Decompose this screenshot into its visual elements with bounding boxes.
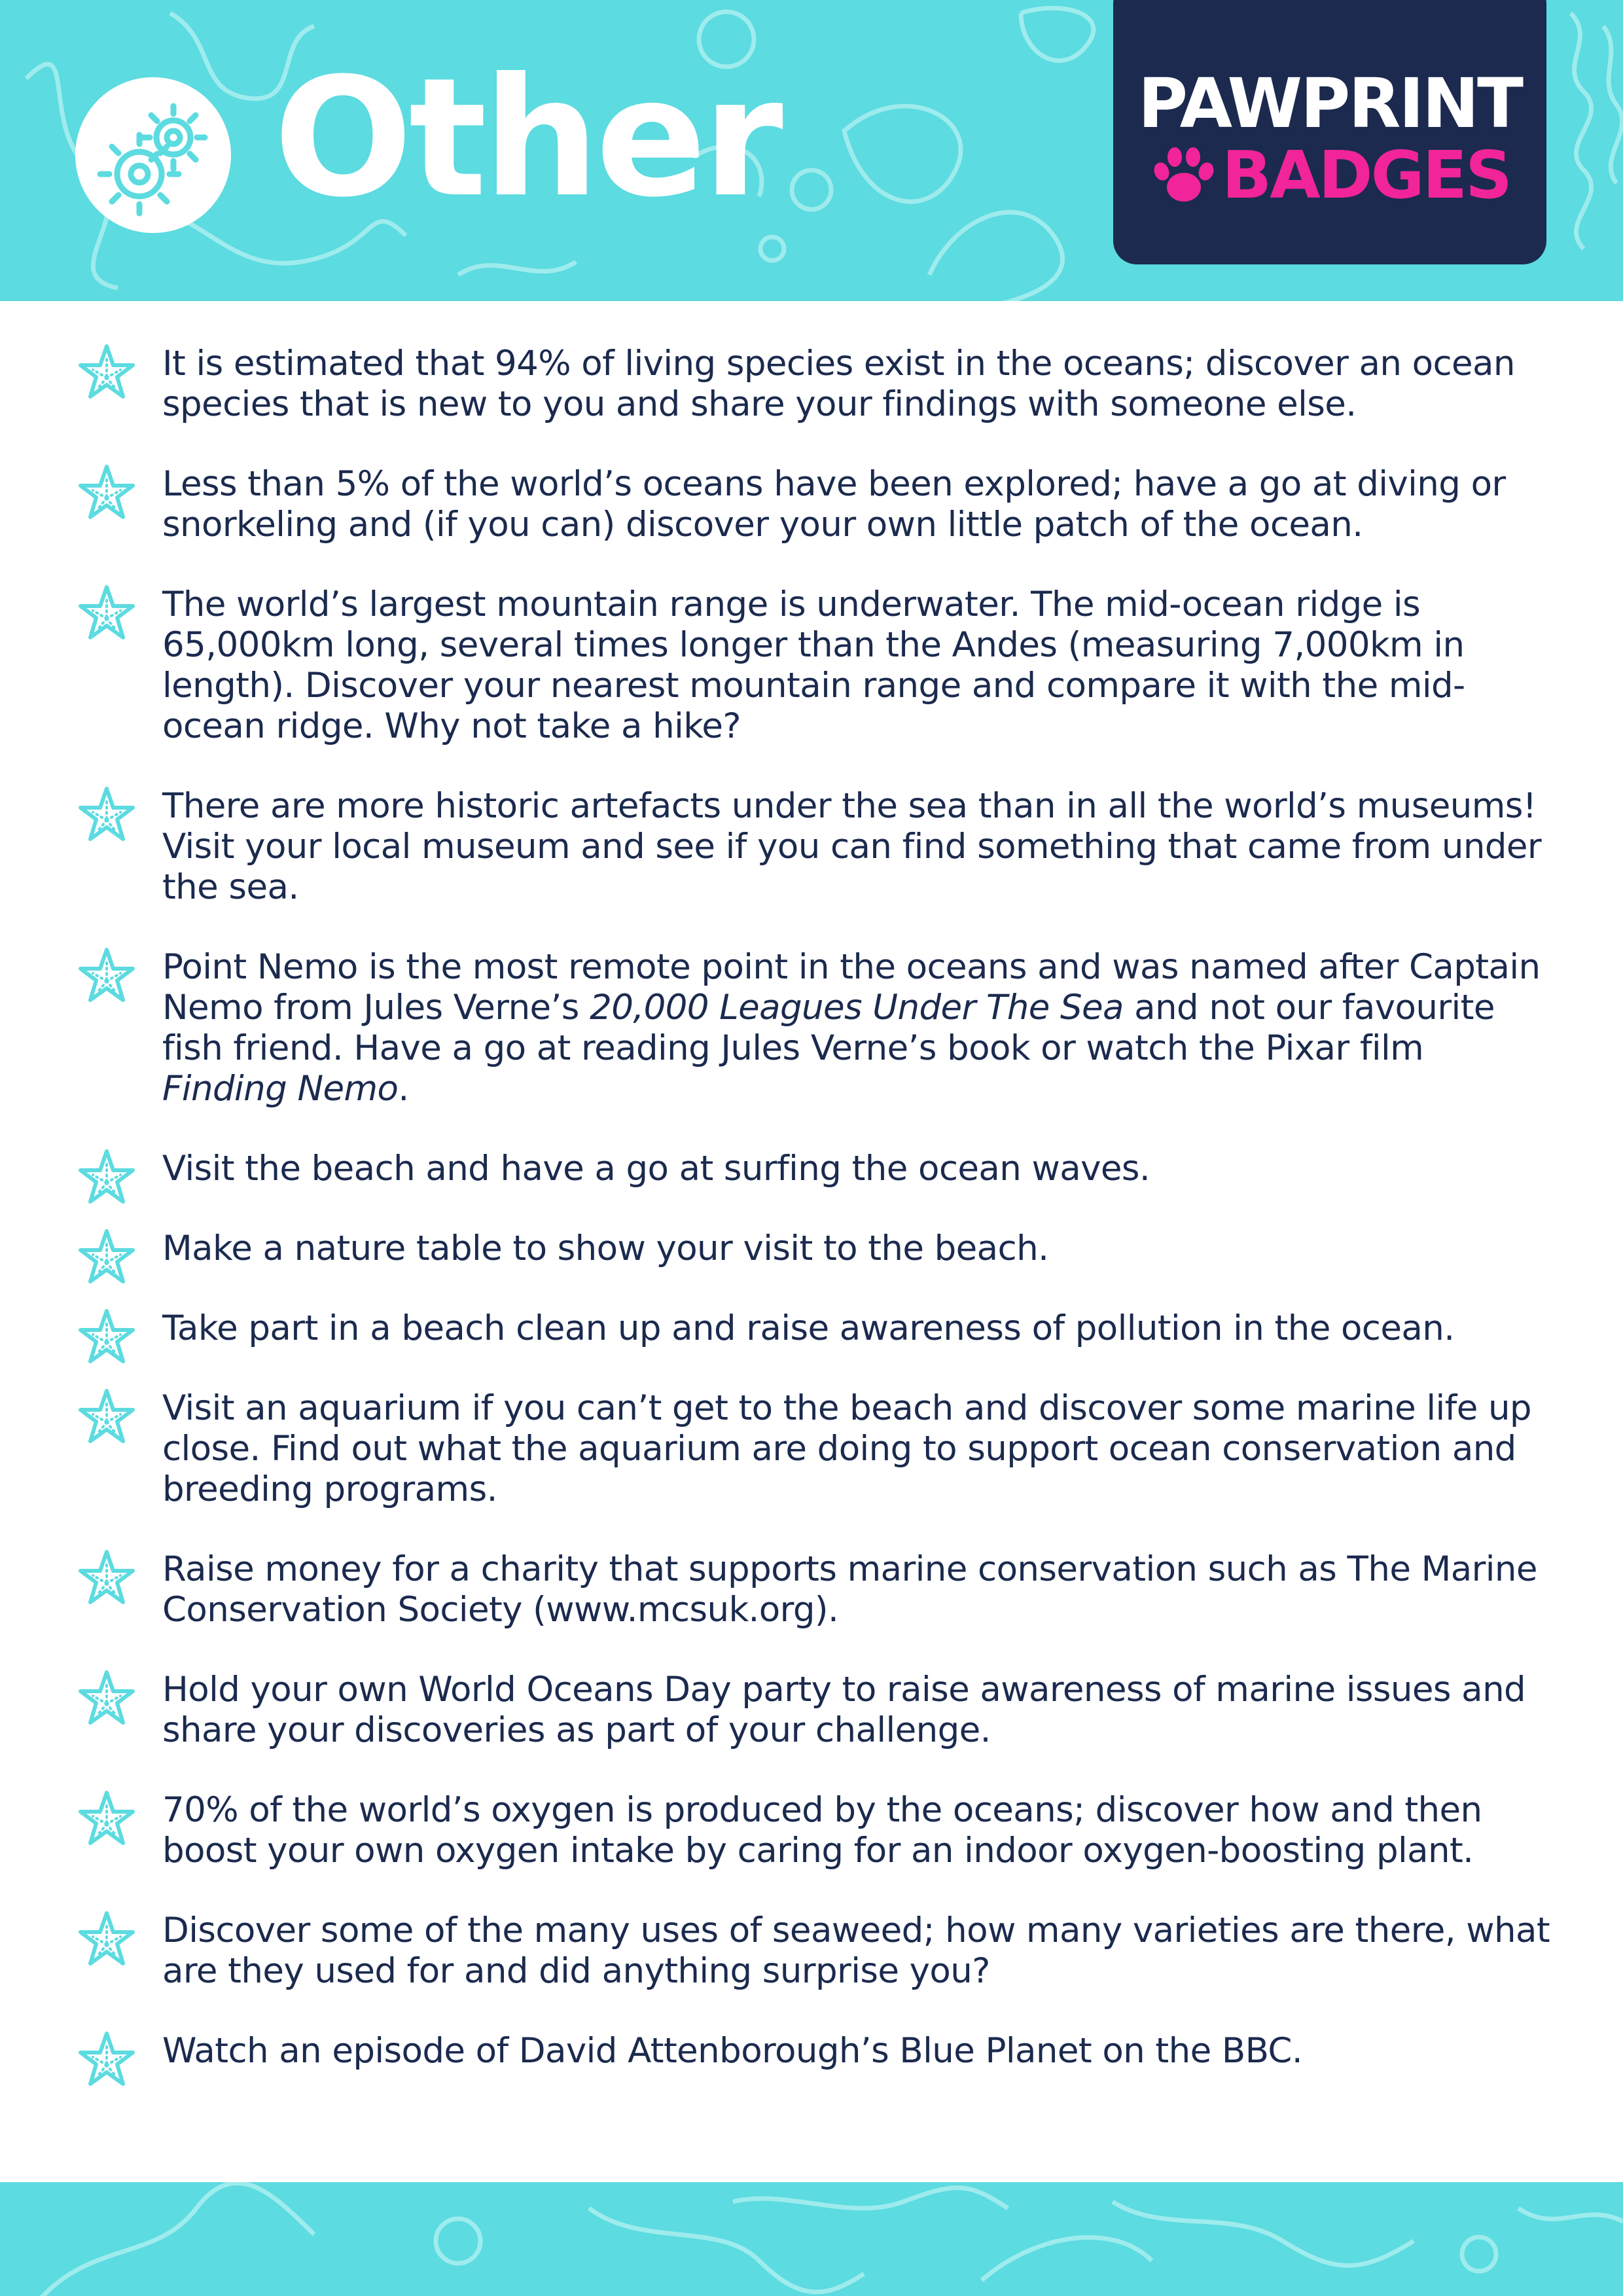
starfish-icon: [79, 1388, 135, 1444]
pawprint-badges-logo: [1113, 0, 1546, 264]
list-item-text: Hold your own World Oceans Day party to raise awareness of marine issues and share your discoveries as part of your challenge.: [162, 1670, 1526, 1750]
paw-icon: [1150, 144, 1215, 209]
text-segment: .: [398, 1069, 409, 1109]
list-item: [79, 1910, 1558, 1992]
list-item: [79, 947, 1558, 1109]
list-item: [79, 786, 1558, 908]
ocean-pattern-decoration: [0, 2182, 1623, 2296]
list-item-text: The world’s largest mountain range is underwater. The mid-ocean ridge is 65,000km long, several times longer than the Andes (measuring 7,000km in length). Discover your nearest mountain range and compare it with the mid-ocean ridge. Why not take a hike?: [162, 584, 1465, 746]
list-item-text: Make a nature table to show your visit to the beach.: [162, 1229, 1049, 1268]
book-title: 20,000 Leagues Under The Sea: [590, 988, 1124, 1028]
starfish-icon: [79, 2031, 135, 2087]
list-item-text: Discover some of the many uses of seaweed; how many varieties are there, what are they used for and did anything surprise you?: [162, 1910, 1550, 1991]
text-segment: Point Nemo is the most remote point in the oceans and was named after Captain Nemo from Jules Verne’s: [162, 947, 1541, 1028]
list-item: [79, 464, 1558, 545]
gears-icon: [75, 77, 231, 233]
list-item-text: There are more historic artefacts under the sea than in all the world’s museums! Visit your local museum and see if you can find something that came from under the sea.: [162, 786, 1542, 907]
list-item-text: Take part in a beach clean up and raise awareness of pollution in the ocean.: [162, 1308, 1455, 1348]
list-item-text: Raise money for a charity that supports marine conservation such as The Marine Conservation Society (www.mcsuk.org).: [162, 1549, 1537, 1630]
list-item: [79, 1229, 1558, 1269]
list-item-text: 70% of the world’s oxygen is produced by the oceans; discover how and then boost your own oxygen intake by caring for an indoor oxygen-boosting plant.: [162, 1790, 1482, 1871]
list-item-text: Visit an aquarium if you can’t get to the beach and discover some marine life up close. Find out what the aquarium are doing to support ocean conservation and breeding programs.: [162, 1388, 1531, 1509]
list-item: [79, 344, 1558, 425]
film-title: Finding Nemo: [162, 1069, 399, 1109]
starfish-icon: [79, 584, 135, 641]
starfish-icon: [79, 1910, 135, 1967]
list-item-text: [162, 947, 1558, 1109]
starfish-icon: [79, 947, 135, 1003]
list-item: [79, 1388, 1558, 1510]
page-title: Other: [274, 43, 779, 233]
list-item: [79, 584, 1558, 747]
list-item: [79, 1308, 1558, 1349]
logo-bottom-text: BADGES: [1222, 137, 1511, 213]
list-item: [79, 1790, 1558, 1871]
starfish-icon: [79, 1790, 135, 1846]
starfish-icon: [79, 344, 135, 400]
list-item: [79, 1549, 1558, 1630]
starfish-icon: [79, 1308, 135, 1365]
list-item-text: It is estimated that 94% of living species exist in the oceans; discover an ocean species that is new to you and share your findings with someone else.: [162, 344, 1515, 424]
list-item-text: Visit the beach and have a go at surfing the ocean waves.: [162, 1149, 1150, 1189]
list-item-text: Less than 5% of the world’s oceans have been explored; have a go at diving or snorkeling and (if you can) discover your own little patch of the ocean.: [162, 464, 1506, 545]
list-item: [79, 1149, 1558, 1189]
list-item: [79, 2031, 1558, 2072]
list-item-text: Watch an episode of David Attenborough’s Blue Planet on the BBC.: [162, 2031, 1303, 2071]
starfish-icon: [79, 1670, 135, 1726]
logo-bottom-row: [1150, 137, 1523, 219]
list-item: [79, 1670, 1558, 1751]
starfish-icon: [79, 786, 135, 842]
footer-banner: [0, 2182, 1623, 2296]
text-segment: and not our favourite fish friend. Have a go at reading Jules Verne’s book or watch the Pixar film: [162, 988, 1495, 1068]
starfish-icon: [79, 464, 135, 520]
starfish-icon: [79, 1549, 135, 1605]
starfish-icon: [79, 1149, 135, 1205]
starfish-icon: [79, 1229, 135, 1285]
challenge-list: [79, 344, 1558, 2111]
logo-top-text: PAWPRINT: [1137, 63, 1522, 143]
